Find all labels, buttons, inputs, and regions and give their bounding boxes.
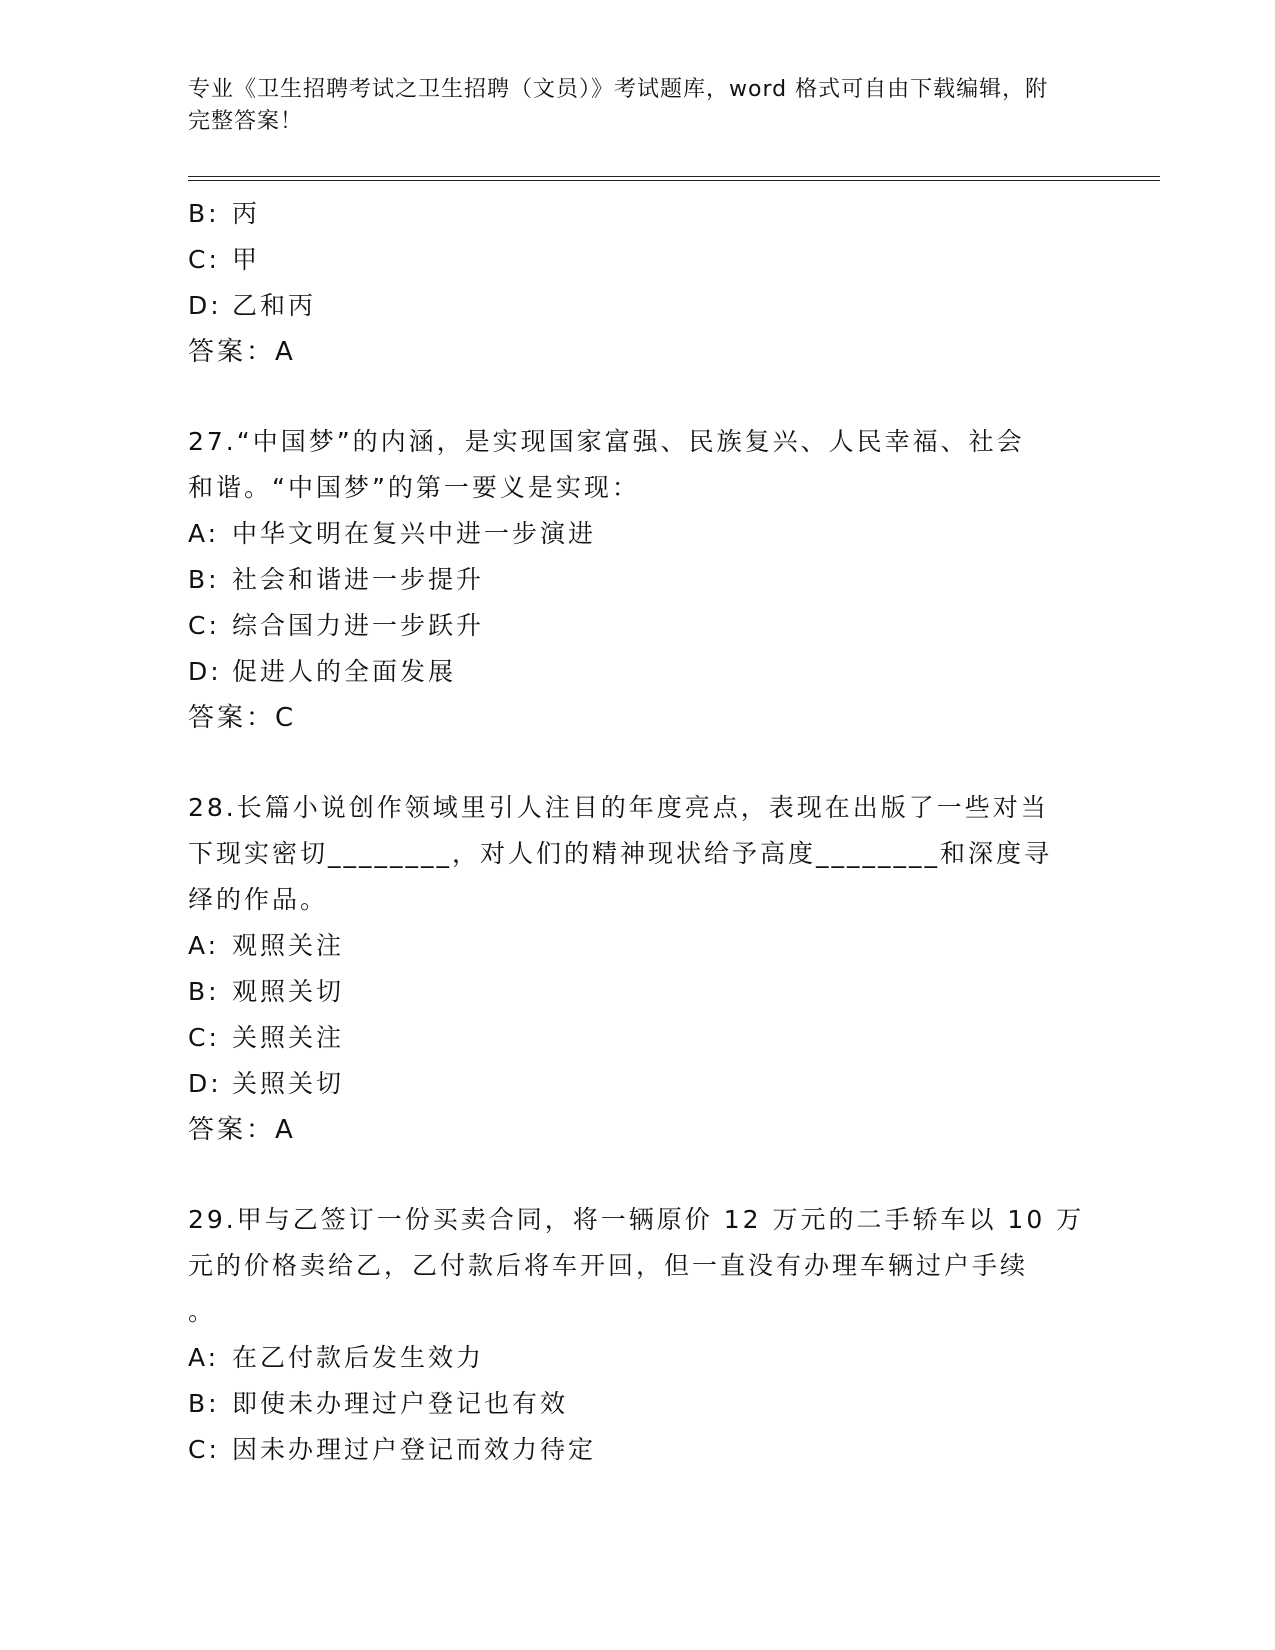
option-letter: B: <box>188 199 220 228</box>
question-stem-line: 28.长篇小说创作领域里引人注目的年度亮点，表现在出版了一些对当 <box>188 793 1049 822</box>
question-list <box>188 191 1088 1473</box>
option-letter: C: <box>188 245 220 274</box>
question-stem-line: 。 <box>188 1297 217 1326</box>
option-letter: B: <box>188 565 220 594</box>
option-text: 丙 <box>232 199 261 228</box>
document-header: 专业《卫生招聘考试之卫生招聘（文员）》考试题库，word 格式可自由下载编辑，附完整答案！ <box>188 77 1049 134</box>
option-letter: C: <box>188 1435 220 1464</box>
option-text: 综合国力进一步跃升 <box>232 611 485 640</box>
option-letter: B: <box>188 977 220 1006</box>
answer-line: 答案：A <box>188 1115 296 1145</box>
option-text: 关照关切 <box>232 1069 345 1098</box>
option-letter: D: <box>188 1069 222 1098</box>
answer-line: 答案：A <box>188 337 296 367</box>
option-c <box>188 603 1088 649</box>
option-a <box>188 923 1088 969</box>
header-divider <box>188 176 1160 181</box>
question-stem-line: 元的价格卖给乙，乙付款后将车开回，但一直没有办理车辆过户手续 <box>188 1251 1029 1280</box>
option-letter: D: <box>188 291 222 320</box>
option-letter: D: <box>188 657 222 686</box>
question-27 <box>188 419 1088 741</box>
option-text: 甲 <box>232 245 261 274</box>
option-a <box>188 1335 1088 1381</box>
option-c <box>188 1015 1088 1061</box>
option-a <box>188 511 1088 557</box>
option-letter: C: <box>188 611 220 640</box>
option-text: 乙和丙 <box>232 291 317 320</box>
question-stem-line: 下现实密切________，对人们的精神现状给予高度________和深度寻 <box>188 839 1053 868</box>
option-text: 中华文明在复兴中进一步演进 <box>232 519 597 548</box>
option-text: 即使未办理过户登记也有效 <box>232 1389 569 1418</box>
option-text: 在乙付款后发生效力 <box>232 1343 485 1372</box>
option-text: 社会和谐进一步提升 <box>232 565 485 594</box>
option-d <box>188 1061 1088 1107</box>
option-b <box>188 969 1088 1015</box>
option-text: 促进人的全面发展 <box>232 657 457 686</box>
option-b <box>188 557 1088 603</box>
question-stem-line: 27.“中国梦”的内涵，是实现国家富强、民族复兴、人民幸福、社会 <box>188 427 1025 456</box>
question-28 <box>188 785 1088 1153</box>
option-b <box>188 191 1088 237</box>
option-letter: A: <box>188 931 220 960</box>
option-text: 观照关切 <box>232 977 345 1006</box>
option-d <box>188 283 1088 329</box>
option-letter: B: <box>188 1389 220 1418</box>
option-letter: A: <box>188 1343 220 1372</box>
option-letter: A: <box>188 519 220 548</box>
question-stem-line: 绎的作品。 <box>188 885 329 914</box>
option-b <box>188 1381 1088 1427</box>
option-d <box>188 649 1088 695</box>
option-letter: C: <box>188 1023 220 1052</box>
option-text: 关照关注 <box>232 1023 345 1052</box>
option-c <box>188 237 1088 283</box>
option-text: 因未办理过户登记而效力待定 <box>232 1435 597 1464</box>
answer-line: 答案：C <box>188 703 297 733</box>
option-c <box>188 1427 1088 1473</box>
question-stem-line: 和谐。“中国梦”的第一要义是实现： <box>188 473 640 502</box>
question-29 <box>188 1197 1088 1473</box>
question-stem-line: 29.甲与乙签订一份买卖合同，将一辆原价 12 万元的二手轿车以 10 万 <box>188 1205 1085 1234</box>
option-text: 观照关注 <box>232 931 345 960</box>
